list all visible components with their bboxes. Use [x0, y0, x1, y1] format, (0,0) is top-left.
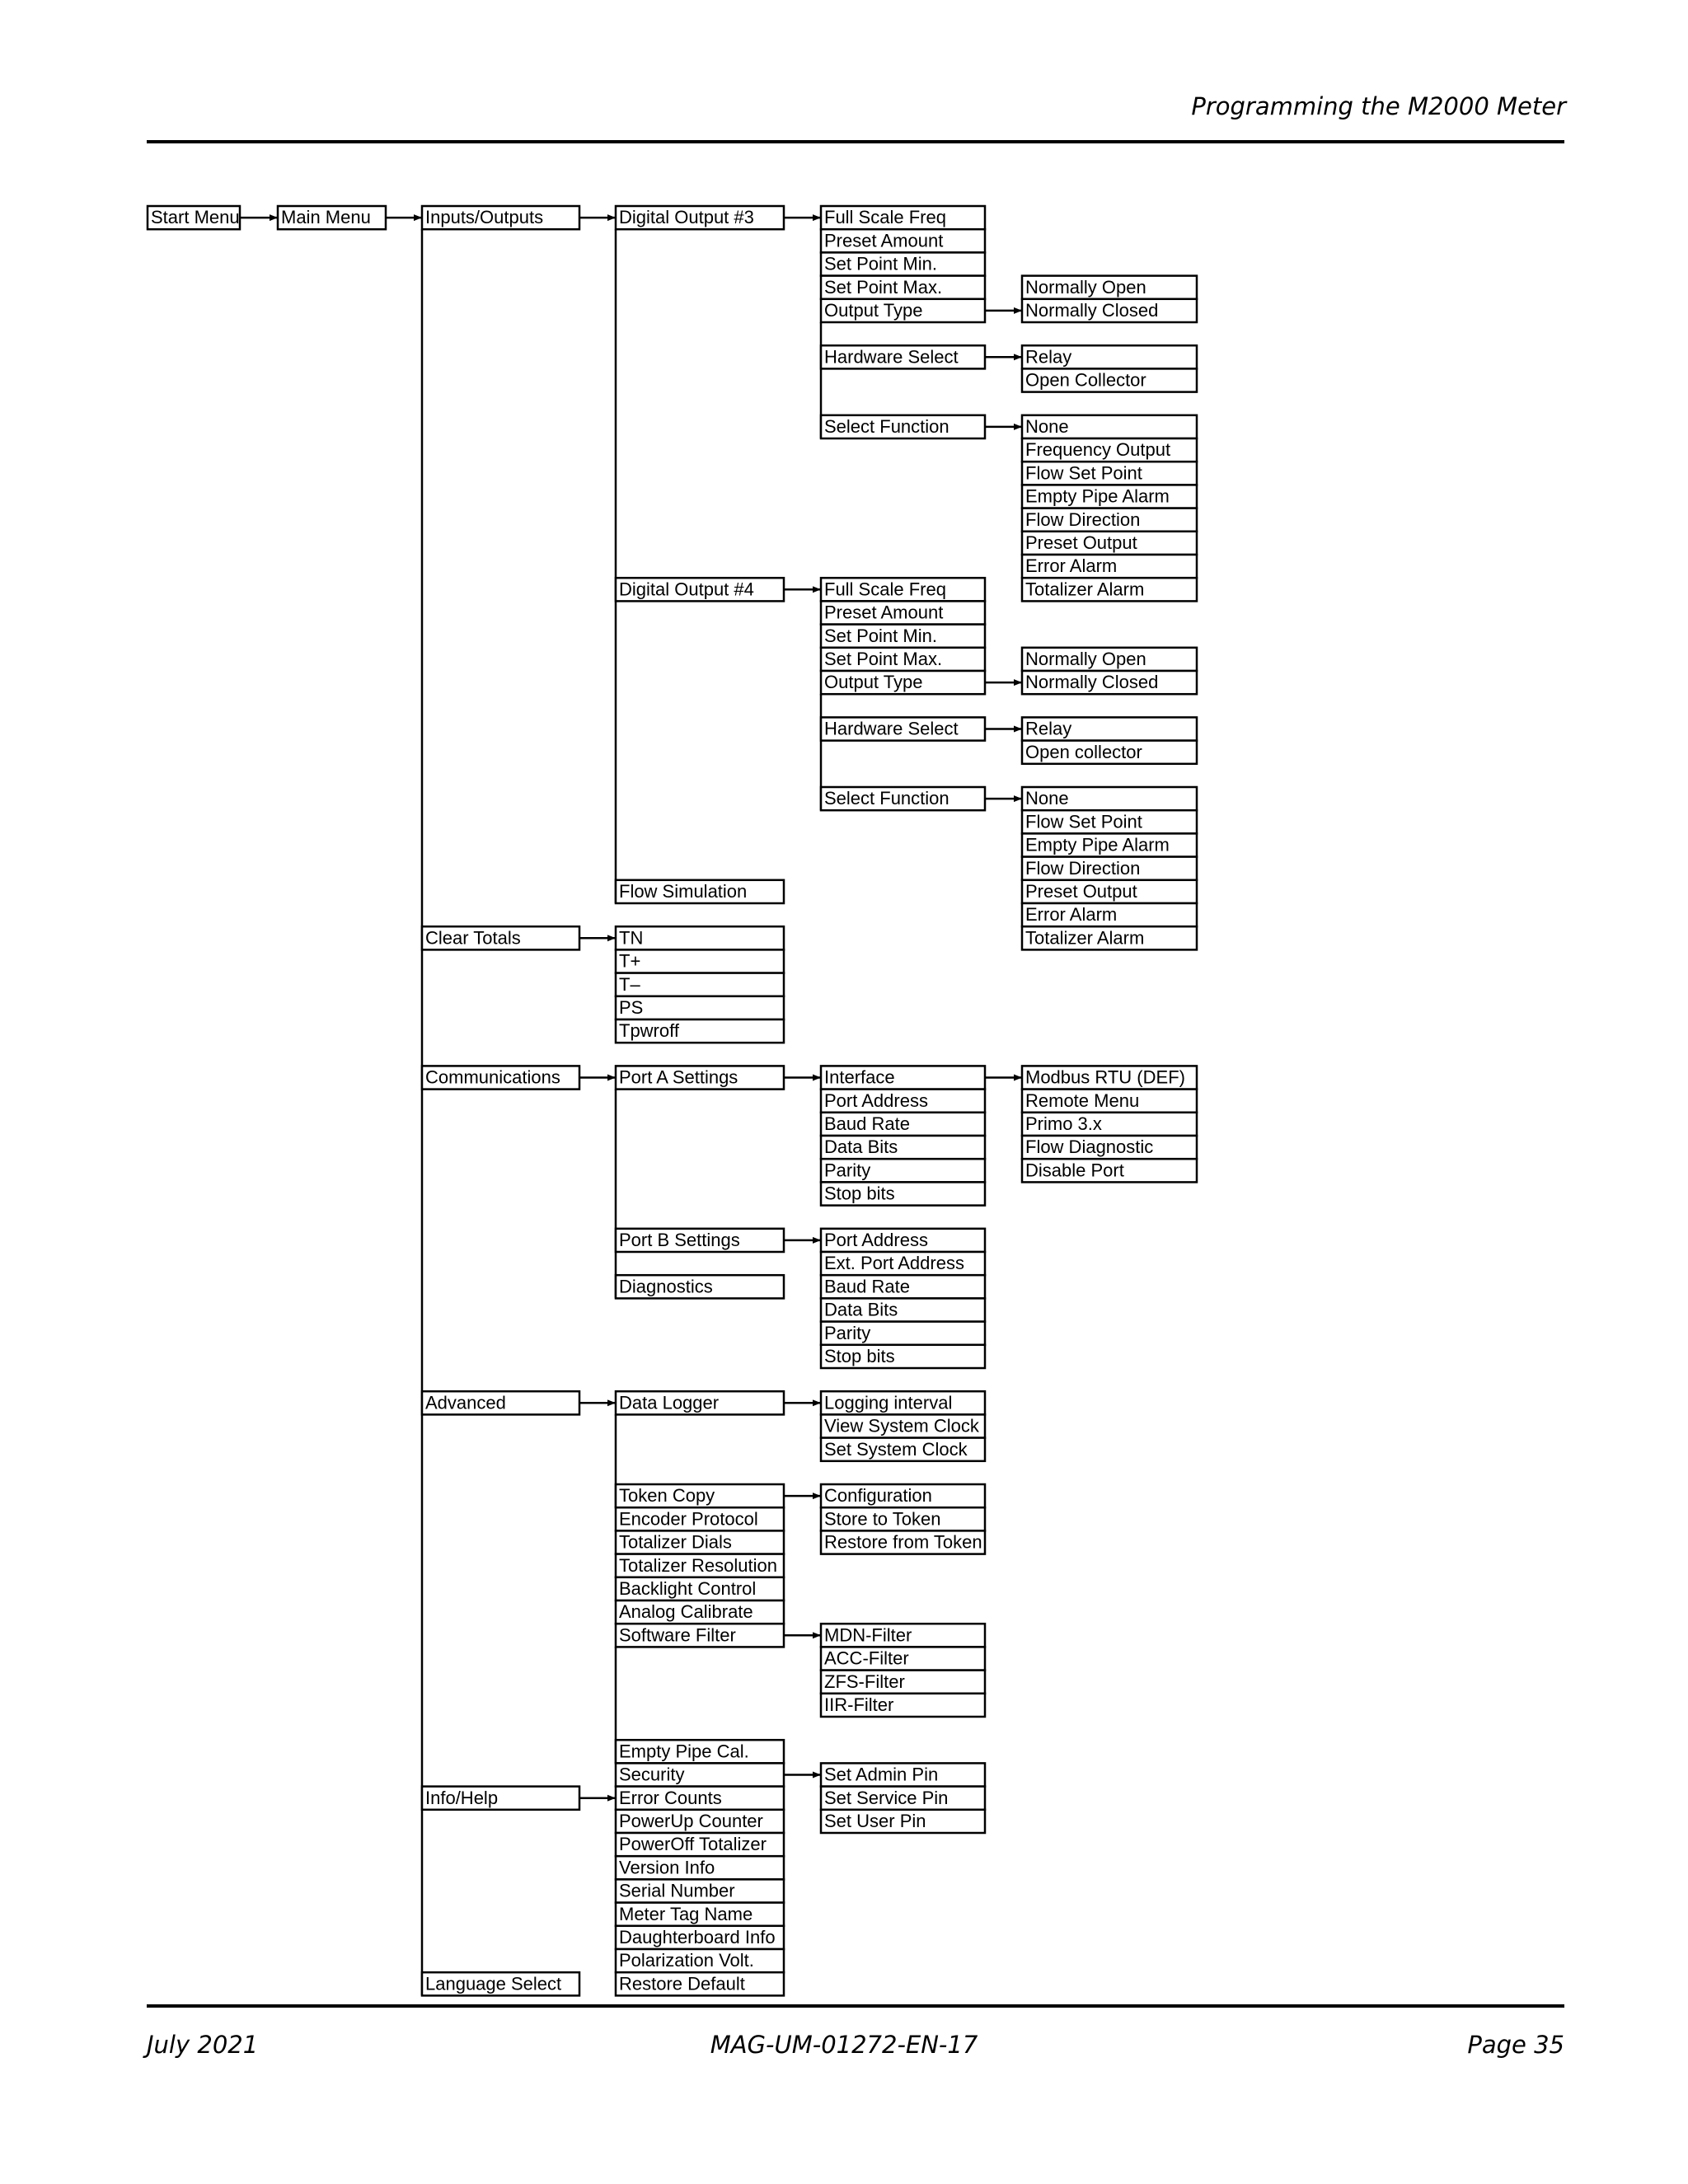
- menu-label-start-menu: Start Menu: [151, 207, 240, 228]
- menu-label-remote-menu: Remote Menu: [1025, 1090, 1140, 1111]
- menu-label-stop-bits: Stop bits: [824, 1183, 895, 1204]
- menu-label-normally-closed: Normally Closed: [1025, 672, 1159, 693]
- menu-label-set-point-max: Set Point Max.: [824, 276, 943, 298]
- menu-label-parity: Parity: [824, 1160, 871, 1181]
- menu-label-powerup-counter: PowerUp Counter: [619, 1811, 763, 1831]
- menu-label-data-logger: Data Logger: [619, 1392, 720, 1413]
- menu-label-port-b-settings: Port B Settings: [619, 1230, 740, 1250]
- menu-label-hardware-select: Hardware Select: [824, 718, 959, 739]
- menu-label-port-address: Port Address: [824, 1090, 928, 1111]
- menu-label-error-alarm: Error Alarm: [1025, 555, 1118, 577]
- menu-label-set-user-pin: Set User Pin: [824, 1811, 926, 1831]
- menu-label-communications: Communications: [425, 1066, 560, 1088]
- menu-label-open-collector: Open Collector: [1025, 369, 1146, 391]
- menu-label-preset-output: Preset Output: [1025, 881, 1137, 902]
- menu-label-totalizer-alarm: Totalizer Alarm: [1025, 579, 1145, 600]
- menu-label-totalizer-dials: Totalizer Dials: [619, 1531, 732, 1553]
- menu-label-serial-number: Serial Number: [619, 1880, 735, 1901]
- menu-label-meter-tag-name: Meter Tag Name: [619, 1903, 753, 1924]
- menu-label-parity: Parity: [824, 1322, 871, 1343]
- menu-label-store-to-token: Store to Token: [824, 1508, 941, 1530]
- menu-label-error-alarm: Error Alarm: [1025, 904, 1118, 926]
- menu-label-mdn-filter: MDN-Filter: [824, 1624, 912, 1646]
- menu-label-analog-calibrate: Analog Calibrate: [619, 1601, 753, 1623]
- menu-label-select-function: Select Function: [824, 416, 950, 437]
- menu-label-advanced: Advanced: [425, 1392, 506, 1413]
- menu-label-software-filter: Software Filter: [619, 1624, 736, 1646]
- page-header-title: Programming the M2000 Meter: [1191, 92, 1566, 120]
- menu-label-restore-default: Restore Default: [619, 1973, 745, 1994]
- menu-label-set-point-max: Set Point Max.: [824, 649, 943, 669]
- menu-label-disable-port: Disable Port: [1025, 1160, 1124, 1181]
- menu-label-hardware-select: Hardware Select: [824, 346, 959, 368]
- menu-label-set-point-min: Set Point Min.: [824, 625, 937, 646]
- menu-label-clear-totals: Clear Totals: [425, 927, 521, 949]
- menu-label-primo-3-x: Primo 3.x: [1025, 1113, 1102, 1134]
- menu-label-preset-amount: Preset Amount: [824, 230, 944, 251]
- footer-page-number: Page 35: [1467, 2031, 1564, 2059]
- menu-label-set-point-min: Set Point Min.: [824, 253, 937, 274]
- menu-label-interface: Interface: [824, 1066, 895, 1088]
- footer-rule: [147, 2004, 1564, 2008]
- menu-label-backlight-control: Backlight Control: [619, 1578, 757, 1599]
- menu-label-view-system-clock: View System Clock: [824, 1415, 979, 1436]
- menu-label-flow-direction: Flow Direction: [1025, 857, 1141, 879]
- menu-label-empty-pipe-cal: Empty Pipe Cal.: [619, 1741, 749, 1762]
- menu-label-modbus-rtu-def: Modbus RTU (DEF): [1025, 1066, 1185, 1088]
- menu-label-set-service-pin: Set Service Pin: [824, 1787, 949, 1808]
- menu-label-tpwroff: Tpwroff: [619, 1020, 679, 1042]
- menu-label-daughterboard-info: Daughterboard Info: [619, 1927, 776, 1947]
- menu-box-t: [616, 949, 784, 972]
- menu-label-acc-filter: ACC-Filter: [824, 1647, 909, 1669]
- menu-label-main-menu: Main Menu: [281, 207, 371, 228]
- menu-label-normally-open: Normally Open: [1025, 276, 1146, 298]
- menu-label-ext-port-address: Ext. Port Address: [824, 1253, 964, 1274]
- menu-label-port-a-settings: Port A Settings: [619, 1066, 738, 1088]
- menu-label-t: T+: [619, 950, 641, 972]
- menu-label-inputs-outputs: Inputs/Outputs: [425, 207, 544, 228]
- menu-label-totalizer-resolution: Totalizer Resolution: [619, 1554, 777, 1576]
- menu-label-data-bits: Data Bits: [824, 1137, 898, 1158]
- menu-label-flow-set-point: Flow Set Point: [1025, 811, 1142, 832]
- menu-label-security: Security: [619, 1764, 685, 1785]
- menu-label-frequency-output: Frequency Output: [1025, 439, 1171, 461]
- menu-label-token-copy: Token Copy: [619, 1485, 715, 1507]
- menu-label-error-counts: Error Counts: [619, 1787, 722, 1808]
- menu-label-normally-open: Normally Open: [1025, 649, 1146, 669]
- footer-doc-id: MAG-UM-01272-EN-17: [710, 2031, 978, 2059]
- menu-label-info-help: Info/Help: [425, 1787, 499, 1808]
- menu-label-relay: Relay: [1025, 346, 1072, 368]
- menu-label-output-type: Output Type: [824, 672, 923, 693]
- menu-label-none: None: [1025, 416, 1069, 437]
- menu-label-encoder-protocol: Encoder Protocol: [619, 1508, 758, 1530]
- menu-label-open-collector: Open collector: [1025, 741, 1142, 762]
- menu-label-diagnostics: Diagnostics: [619, 1276, 713, 1297]
- menu-label-preset-amount: Preset Amount: [824, 602, 944, 623]
- menu-label-configuration: Configuration: [824, 1485, 932, 1507]
- menu-label-baud-rate: Baud Rate: [824, 1113, 910, 1134]
- menu-label-set-admin-pin: Set Admin Pin: [824, 1764, 939, 1785]
- menu-label-logging-interval: Logging interval: [824, 1392, 953, 1413]
- menu-label-version-info: Version Info: [619, 1857, 715, 1878]
- menu-label-flow-diagnostic: Flow Diagnostic: [1025, 1137, 1154, 1158]
- menu-label-flow-simulation: Flow Simulation: [619, 881, 748, 902]
- menu-label-ps: PS: [619, 997, 644, 1018]
- menu-label-stop-bits: Stop bits: [824, 1346, 895, 1366]
- menu-label-polarization-volt: Polarization Volt.: [619, 1950, 754, 1971]
- menu-label-port-address: Port Address: [824, 1230, 928, 1250]
- menu-label-tn: TN: [619, 927, 644, 949]
- menu-label-zfs-filter: ZFS-Filter: [824, 1671, 905, 1692]
- menu-label-normally-closed: Normally Closed: [1025, 300, 1159, 321]
- menu-label-flow-set-point: Flow Set Point: [1025, 462, 1142, 484]
- menu-label-empty-pipe-alarm: Empty Pipe Alarm: [1025, 485, 1170, 507]
- menu-label-t: T–: [619, 973, 640, 995]
- menu-label-language-select: Language Select: [425, 1973, 562, 1994]
- menu-label-output-type: Output Type: [824, 300, 923, 321]
- menu-label-restore-from-token: Restore from Token: [824, 1531, 982, 1553]
- menu-label-set-system-clock: Set System Clock: [824, 1438, 968, 1460]
- footer-date: July 2021: [147, 2031, 259, 2059]
- menu-label-flow-direction: Flow Direction: [1025, 509, 1141, 530]
- menu-label-preset-output: Preset Output: [1025, 532, 1137, 553]
- menu-label-digital-output-3: Digital Output #3: [619, 207, 754, 228]
- menu-label-digital-output-4: Digital Output #4: [619, 579, 754, 600]
- menu-label-empty-pipe-alarm: Empty Pipe Alarm: [1025, 834, 1170, 855]
- menu-label-full-scale-freq: Full Scale Freq: [824, 579, 946, 600]
- menu-label-relay: Relay: [1025, 718, 1072, 739]
- menu-label-none: None: [1025, 788, 1069, 809]
- menu-label-totalizer-alarm: Totalizer Alarm: [1025, 927, 1145, 949]
- menu-label-select-function: Select Function: [824, 788, 950, 809]
- menu-label-iir-filter: IIR-Filter: [824, 1694, 894, 1715]
- menu-label-data-bits: Data Bits: [824, 1299, 898, 1320]
- menu-label-full-scale-freq: Full Scale Freq: [824, 207, 946, 228]
- menu-label-baud-rate: Baud Rate: [824, 1276, 910, 1297]
- menu-label-poweroff-totalizer: PowerOff Totalizer: [619, 1834, 767, 1855]
- menu-box-t: [616, 973, 784, 996]
